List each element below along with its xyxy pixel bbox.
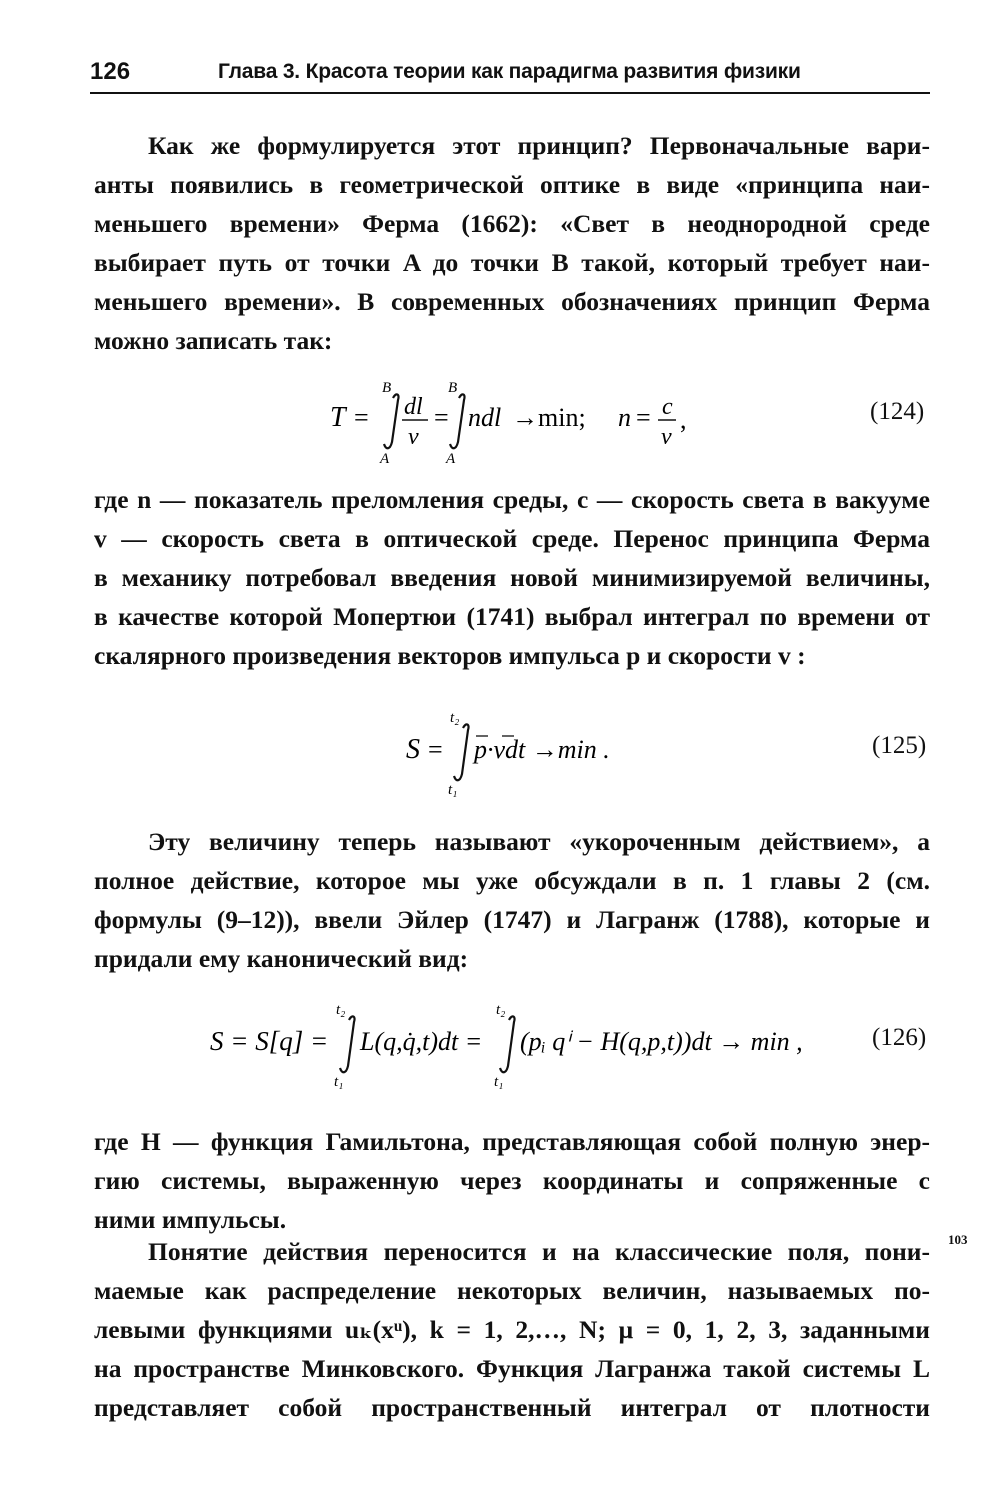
equation-125-graphic: [406, 704, 656, 800]
arrow-min: →min;: [512, 403, 586, 432]
equals-sign: =: [636, 403, 651, 432]
margin-page-mark: 103: [948, 1232, 968, 1247]
text-line: меньшего времени» Ферма (1662): «Свет в неоднородной среде: [94, 209, 930, 238]
lagrangian: L(q,q̇,t)dt =: [360, 1027, 483, 1056]
paragraph-refraction: [94, 480, 930, 675]
equation-number-126: (126): [872, 1024, 927, 1051]
text-line: на пространстве Минковского. Функция Лагранжа такой системы L: [94, 1354, 930, 1383]
text-line: скалярного произведения векторов импульса p и скорости v :: [94, 641, 806, 670]
text-line: Как же формулируется этот принцип? Первоначальные вари-: [148, 131, 930, 160]
lhs: S = S[q] =: [210, 1026, 329, 1056]
numerator-dl: dl: [404, 394, 423, 420]
page-header: [90, 52, 930, 94]
symbol-T: T: [330, 402, 346, 433]
denominator-v: v: [408, 424, 419, 450]
equals-sign: =: [434, 403, 449, 432]
equals-sign: =: [354, 403, 369, 432]
text-line: формулы (9–12)), ввели Эйлер (1747) и Лагранж (1788), которые и: [94, 905, 930, 934]
text-line: меньшего времени». В современных обозначениях принцип Ферма: [94, 287, 930, 316]
text-line: Эту величину теперь называют «укороченным действием», а: [148, 827, 930, 856]
text-line: где H — функция Гамильтона, представляющая собой полную энер-: [94, 1127, 930, 1156]
text-line: маемые как распределение некоторых величин, называемых по-: [94, 1276, 930, 1305]
paragraph-action: [94, 822, 930, 978]
upper-limit: t₂: [450, 710, 460, 726]
page-number: 126: [90, 58, 131, 85]
text-line: гию системы, выраженную через координаты и сопряженные с: [94, 1166, 930, 1195]
integrand: p·vdt →min .: [474, 735, 610, 764]
denominator-v: v: [661, 424, 672, 450]
lower-limit: t₁: [334, 1074, 344, 1090]
text-line: полное действие, которое мы уже обсуждали в п. 1 главы 2 (см.: [94, 866, 930, 895]
ndl: ndl: [468, 403, 502, 432]
equation-124-graphic: [330, 370, 710, 470]
text-line: Понятие действия переносится и на классические поля, пони-: [148, 1237, 930, 1266]
comma: ,: [680, 405, 687, 434]
numerator-c: c: [662, 394, 673, 420]
text-line: в качестве которой Мопертюи (1741) выбрал интеграл по времени от: [94, 602, 930, 631]
lower-limit: t₁: [494, 1074, 504, 1090]
lower-limit: A: [446, 451, 456, 467]
symbol-n: n: [618, 403, 631, 432]
text-line: левыми функциями uₖ(xᵘ), k = 1, 2,…, N; μ = 0, 1, 2, 3, заданными: [94, 1315, 930, 1344]
integral-sign: [384, 394, 399, 448]
upper-limit: B: [382, 380, 392, 396]
lower-limit: A: [380, 451, 390, 467]
symbol-S: S: [406, 734, 420, 765]
lower-limit: t₁: [448, 782, 458, 798]
equation-number-124: (124): [870, 398, 925, 425]
equation-number-125: (125): [872, 732, 927, 759]
text-line: представляет собой пространственный интеграл от плотности: [94, 1393, 930, 1422]
upper-limit: t₂: [336, 1002, 346, 1018]
running-title: Глава 3. Красота теории как парадигма развития физики: [218, 60, 801, 83]
text-line: где n — показатель преломления среды, c — скорость света в вакууме: [94, 485, 930, 514]
text-line: v — скорость света в оптической среде. Перенос принципа Ферма: [94, 524, 930, 553]
equation-126-graphic: [210, 998, 840, 1094]
text-line: ними импульсы.: [94, 1205, 287, 1234]
text-line: анты появились в геометрической оптике в виде «принципа наи-: [94, 170, 930, 199]
text-line: придали ему канонический вид:: [94, 944, 469, 973]
paragraph-hamiltonian: [94, 1122, 930, 1239]
upper-limit: B: [448, 380, 458, 396]
integral-sign: [340, 1016, 355, 1072]
integral-sign: [450, 394, 465, 448]
integral-sign: [500, 1016, 515, 1072]
text-line: в механику потребовал введения новой минимизируемой величины,: [94, 563, 930, 592]
integral-sign: [454, 724, 469, 780]
hamiltonian-form: (pᵢ qⁱ − H(q,p,t))dt → min ,: [520, 1027, 803, 1056]
text-line: можно записать так:: [94, 326, 333, 355]
svg-text:=: =: [428, 735, 443, 764]
paragraph-fermat-intro: [94, 126, 930, 360]
upper-limit: t₂: [496, 1002, 506, 1018]
text-line: выбирает путь от точки A до точки B такой, который требует наи-: [94, 248, 930, 277]
paragraph-fields: [94, 1232, 930, 1427]
